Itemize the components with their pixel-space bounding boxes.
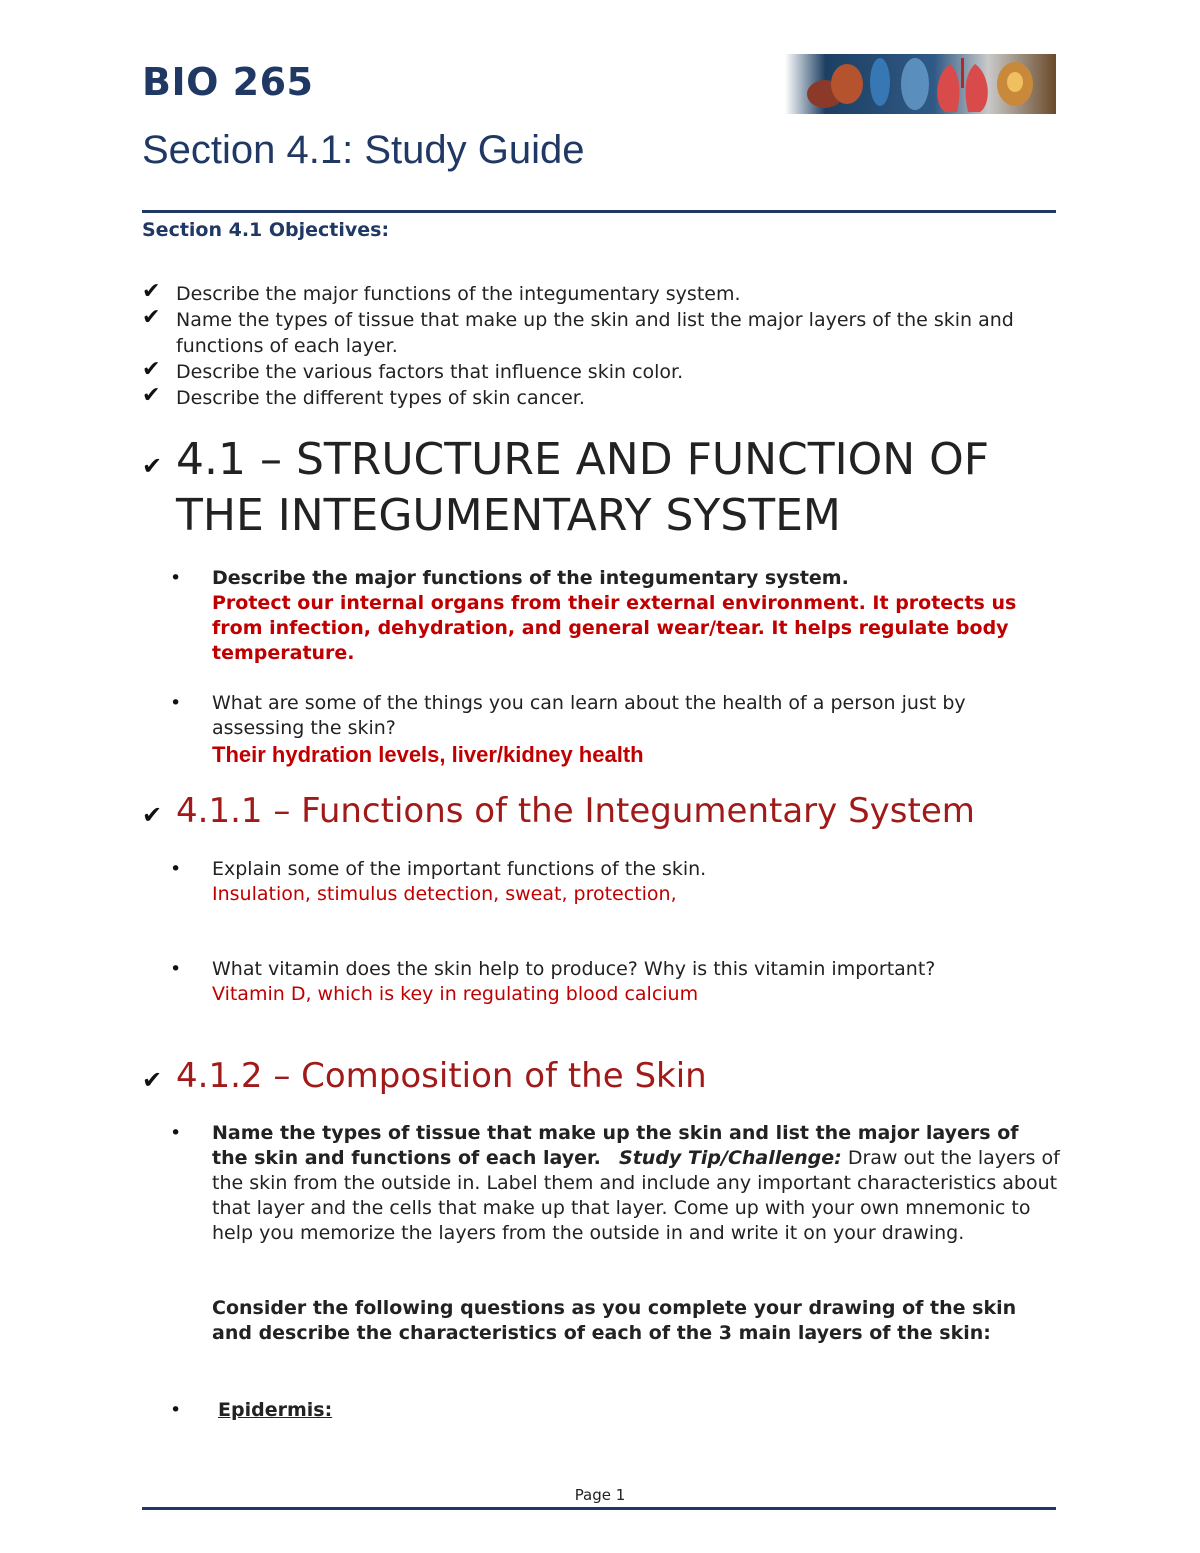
checkmark-icon: ✔ [142,279,161,304]
objective-text: Describe the various factors that influence skin color. [176,361,684,383]
question-text: Name the types of tissue that make up the skin and list the major layers of the skin and functions of each layer. [212,1122,1019,1169]
objective-item [142,307,1042,359]
page-title: Section 4.1: Study Guide [142,128,585,172]
bullet-icon: • [170,692,182,714]
section-heading-4-1-2 [142,1053,1090,1099]
instruction-text: Consider the following questions as you complete your drawing of the skin and describe the characteristics of each of the 3 main layers of the skin: [212,1297,1017,1344]
instruction-block [170,1296,1060,1346]
question-text: Explain some of the important functions of the skin. [212,858,707,880]
checkmark-icon: ✔ [142,801,163,829]
question-text: What vitamin does the skin help to produce? Why is this vitamin important? [212,958,936,980]
checkmark-icon: ✔ [142,305,161,330]
study-tip-label: Study Tip/Challenge: [619,1147,842,1169]
study-tip-text: Draw out the layers of the skin from the outside in. Label them and include any important characteristics about that layer and the cells that make up that layer. Come up with your own mnemonic to help you memorize the layers from the outside in and write it on your drawing. [212,1147,1060,1244]
section-heading-4-1-1 [142,788,1090,834]
section-heading-text: 4.1.2 – Composition of the Skin [176,1056,707,1096]
page-number: Page 1 [574,1486,626,1504]
question-item [170,566,1060,666]
section-heading-main [142,432,1056,544]
section-heading-text: 4.1 – STRUCTURE AND FUNCTION OF THE INTEGUMENTARY SYSTEM [176,434,990,541]
answer-text: Their hydration levels, liver/kidney health [212,742,644,767]
answer-text: Insulation, stimulus detection, sweat, protection, [212,883,677,905]
question-text: Describe the major functions of the integumentary system. [212,567,849,589]
course-code: BIO 265 [142,60,314,104]
bullet-icon: • [170,958,182,980]
checkmark-icon: ✔ [142,1066,163,1094]
objective-item [142,359,1042,385]
footer-divider [142,1507,1056,1510]
question-item [170,691,1060,769]
answer-text: Vitamin D, which is key in regulating blood calcium [212,983,699,1005]
bullet-icon: • [170,1399,182,1421]
objective-item [142,385,1042,411]
question-item [170,1121,1060,1246]
bullet-icon: • [170,1122,182,1144]
anatomy-banner-image [785,54,1056,114]
objective-item [142,281,1042,307]
checkmark-icon: ✔ [142,383,161,408]
bullet-icon: • [170,567,182,589]
question-item [170,957,1060,1007]
objectives-list [142,281,1042,411]
layer-label: Epidermis: [218,1399,333,1421]
objective-text: Describe the major functions of the integumentary system. [176,283,741,305]
layer-item [170,1398,1060,1423]
bullet-icon: • [170,858,182,880]
question-text: What are some of the things you can learn about the health of a person just by assessing the skin? [212,692,966,739]
objective-text: Name the types of tissue that make up the skin and list the major layers of the skin and functions of each layer. [176,309,1014,357]
header-divider [142,210,1056,213]
objective-text: Describe the different types of skin cancer. [176,387,585,409]
section-heading-text: 4.1.1 – Functions of the Integumentary System [176,791,975,831]
checkmark-icon: ✔ [142,452,163,480]
checkmark-icon: ✔ [142,357,161,382]
objectives-title: Section 4.1 Objectives: [142,219,390,241]
answer-text: Protect our internal organs from their external environment. It protects us from infection, dehydration, and general wear/tear. It helps regulate body temperature. [212,592,1017,664]
question-item [170,857,1060,907]
